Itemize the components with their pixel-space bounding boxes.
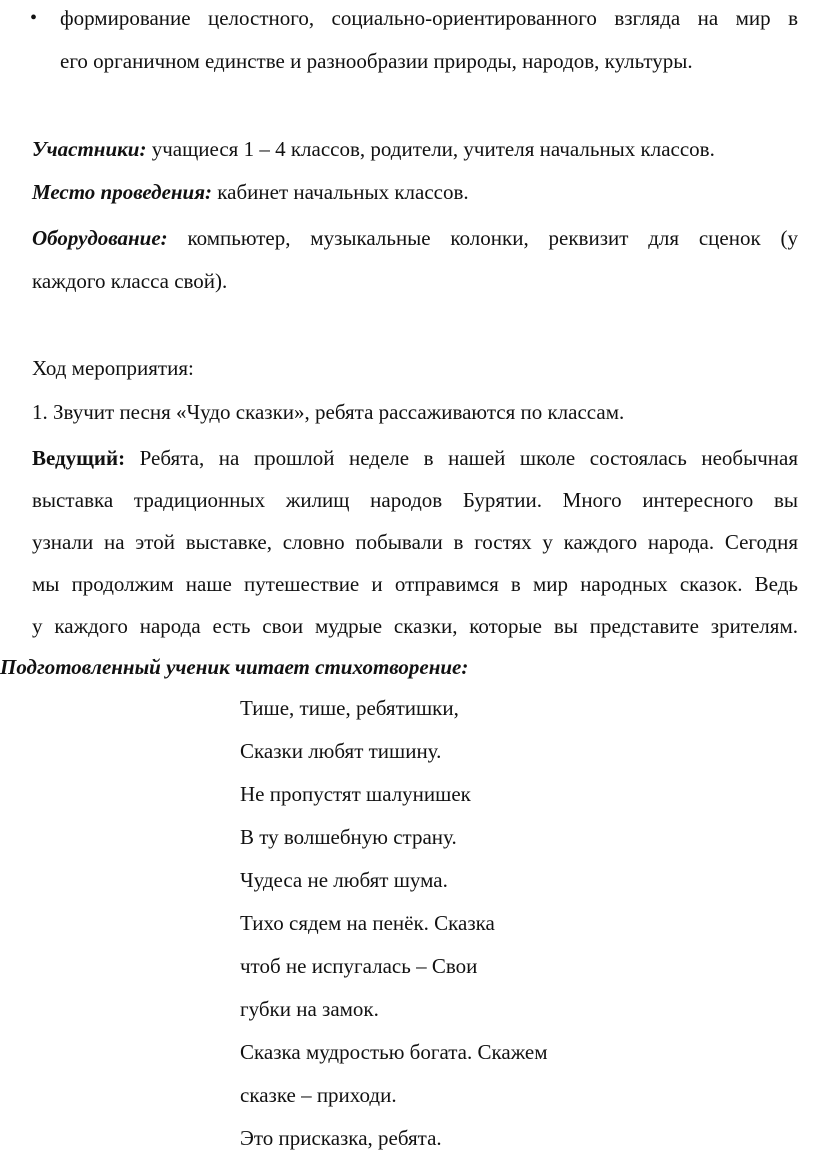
venue-paragraph [32, 178, 469, 206]
participants-text: учащиеся 1 – 4 классов, родители, учителя начальных классов. [146, 137, 715, 161]
poem-line: Это присказка, ребята. [240, 1126, 442, 1150]
host-text-1: Ребята, на прошлой неделе в нашей школе состоялась необычная [125, 446, 798, 470]
participants-paragraph [32, 135, 715, 163]
poem-line: Сказки любят тишину. [240, 739, 442, 763]
host-line-3: узнали на этой выставке, словно побывали в гостях у каждого народа. Сегодня [32, 530, 798, 554]
equipment-text-1: компьютер, музыкальные колонки, реквизит для сценок (у [167, 226, 798, 250]
host-label: Ведущий: [32, 446, 126, 470]
participants-label: Участники: [32, 137, 147, 161]
equipment-line-1 [32, 224, 798, 252]
host-line-5: у каждого народа есть свои мудрые сказки, которые вы представите зрителям. [32, 614, 798, 638]
poem-line: Сказка мудростью богата. Скажем [240, 1040, 548, 1064]
poem-intro: Подготовленный ученик читает стихотворение: [0, 655, 469, 679]
poem-line: Тише, тише, ребятишки, [240, 696, 459, 720]
poem-line: губки на замок. [240, 997, 379, 1021]
equipment-line-2: каждого класса свой). [32, 269, 228, 293]
poem-line: Тихо сядем на пенёк. Сказка [240, 911, 495, 935]
host-line-2: выставка традиционных жилищ народов Бурятии. Много интересного вы [32, 488, 798, 512]
poem-line: сказке – приходи. [240, 1083, 397, 1107]
venue-label: Место проведения: [32, 180, 213, 204]
poem-line: Не пропустят шалунишек [240, 782, 471, 806]
goal-line-2: его органичном единстве и разнообразии природы, народов, культуры. [60, 49, 693, 73]
poem-line: Чудеса не любят шума. [240, 868, 448, 892]
course-heading: Ход мероприятия: [32, 356, 194, 380]
course-step-1: 1. Звучит песня «Чудо сказки», ребята рассаживаются по классам. [32, 400, 625, 424]
poem-line: В ту волшебную страну. [240, 825, 457, 849]
poem-line: чтоб не испугалась – Свои [240, 954, 478, 978]
venue-text: кабинет начальных классов. [212, 180, 469, 204]
goal-line-1: формирование целостного, социально-ориентированного взгляда на мир в [60, 6, 798, 30]
host-line-1 [32, 444, 798, 472]
bullet-icon: • [30, 7, 38, 29]
equipment-label: Оборудование: [32, 226, 168, 250]
host-line-4: мы продолжим наше путешествие и отправимся в мир народных сказок. Ведь [32, 572, 798, 596]
